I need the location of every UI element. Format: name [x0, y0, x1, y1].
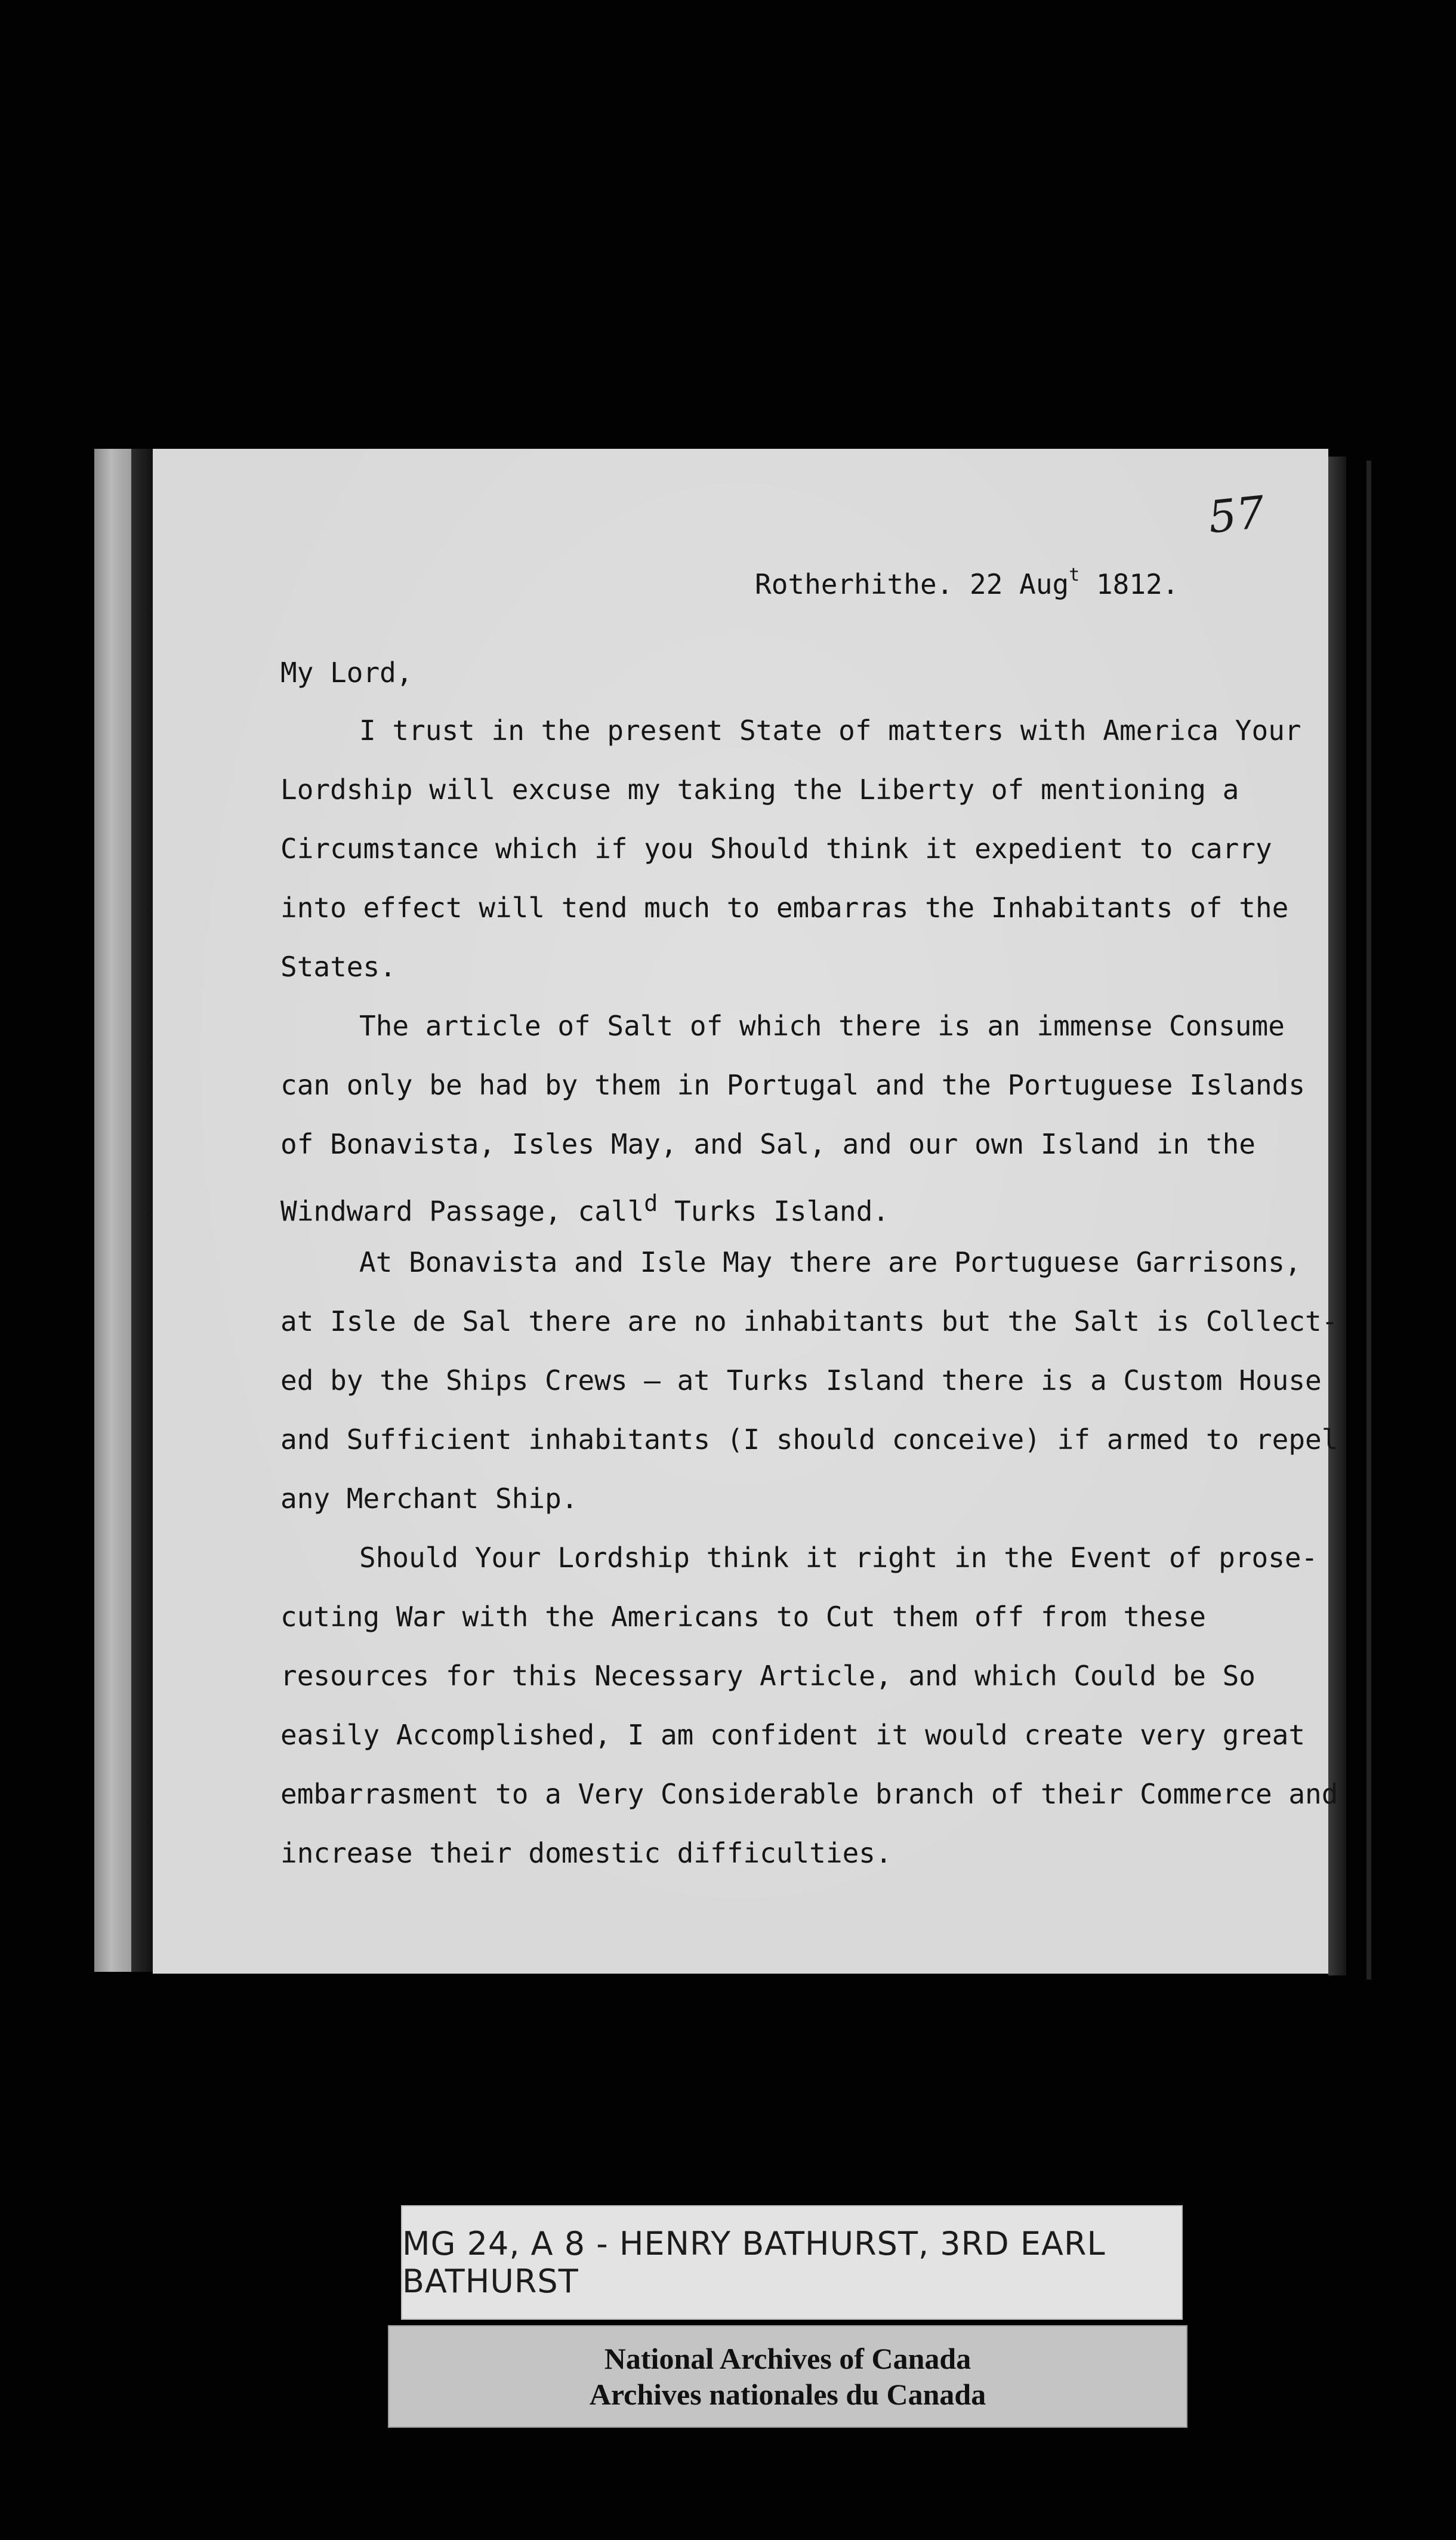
letter-line: of Bonavista, Isles May, and Sal, and our own Island in the: [280, 1128, 1256, 1160]
letter-line: cuting War with the Americans to Cut them off from these: [280, 1601, 1206, 1633]
letter-line: easily Accomplished, I am confident it would create very great: [280, 1719, 1306, 1751]
letter-line: Lordship will excuse my taking the Liberty of mentioning a: [280, 773, 1239, 806]
letter-line: resources for this Necessary Article, and which Could be So: [280, 1660, 1256, 1692]
letter-line: Circumstance which if you Should think it expedient to carry: [280, 833, 1272, 865]
archives-label-en: National Archives of Canada: [604, 2342, 971, 2375]
page-right-edge: [1328, 457, 1346, 1975]
page-left-strip: [94, 449, 131, 1972]
letter-line-sup: d: [644, 1190, 658, 1217]
letter-line: At Bonavista and Isle May there are Portuguese Garrisons,: [359, 1246, 1301, 1278]
letter-line: can only be had by them in Portugal and the Portuguese Islands: [280, 1069, 1306, 1101]
collection-label: [401, 2205, 1183, 2320]
salutation: My Lord,: [280, 656, 413, 689]
dateline-date-text: 22 Aug: [970, 568, 1069, 600]
dateline-date-sup: t: [1069, 564, 1080, 585]
letter-line: any Merchant Ship.: [280, 1482, 578, 1515]
dateline: [755, 555, 1179, 614]
dateline-place: Rotherhithe.: [755, 568, 954, 600]
letter-line: ed by the Ships Crews — at Turks Island there is a Custom House: [280, 1364, 1322, 1397]
page-right-line: [1366, 461, 1371, 1980]
letter-line: Should Your Lordship think it right in the Event of prose-: [359, 1542, 1318, 1574]
letter-line: and Sufficient inhabitants (I should conceive) if armed to repel: [280, 1423, 1338, 1456]
archives-label: [388, 2325, 1187, 2428]
letter-line: into effect will tend much to embarras the Inhabitants of the: [280, 892, 1289, 924]
letter-line: States.: [280, 951, 396, 983]
letter-line: increase their domestic difficulties.: [280, 1837, 892, 1869]
letter-line-tail: Turks Island.: [658, 1195, 890, 1228]
letter-line: at Isle de Sal there are no inhabitants but the Salt is Collect-: [280, 1305, 1338, 1337]
letter-line: [280, 1174, 889, 1241]
dateline-date: [970, 564, 1080, 600]
letter-line: The article of Salt of which there is an immense Consume: [359, 1010, 1285, 1042]
letter-line: embarrasment to a Very Considerable branch of their Commerce and: [280, 1778, 1338, 1810]
folio-number: 57: [1205, 486, 1267, 544]
dateline-year: 1812.: [1096, 568, 1179, 600]
page-left-shadow: [131, 449, 153, 1972]
letter-line-text: Windward Passage, call: [280, 1195, 644, 1228]
collection-label-text: MG 24, A 8 - HENRY BATHURST, 3RD EARL BATHURST: [402, 2225, 1106, 2300]
letter-line: I trust in the present State of matters with America Your: [359, 714, 1301, 747]
archives-label-fr: Archives nationales du Canada: [589, 2378, 986, 2411]
